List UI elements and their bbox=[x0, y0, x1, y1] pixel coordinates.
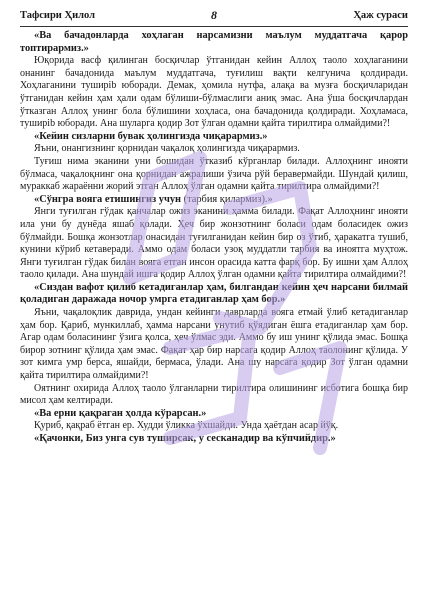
page-number: 8 bbox=[211, 8, 217, 22]
verse-paragraph: «Қачонки, Биз унга сув туширсак, у сесканадир ва кўпчийдир.» bbox=[34, 433, 336, 444]
page-body bbox=[20, 30, 408, 446]
verse-paragraph: «Сиздан вафот қилиб кетадиганлар ҳам, билгандан кейин ҳеч нарсани билмай қоладиган даражада ночор умрга етадиганлар ҳам бор.» bbox=[20, 281, 408, 306]
text-paragraph: Юқорида васф қилинган босқичлар ўтганидан кейин Аллоҳ таоло хоҳлаганини онанинг бачадонида маълум муддатгача, туғилиш вақти келгунича қолдиради. Хоҳлаганини туширib юборади. Демак, ҳомила нутфа, алақа ва музға босқичларидан ўтганидан кейин ҳам ҳали одам бўлиши-бўлмаслиги аниқ эмас. Ана ўша босқичлардан ўтказган Аллоҳ унинг бола бўлишини хоҳласа, она бачадонида қолдиради. Хоҳламаса, туширib юборади. Ана шуларга қодир Зот ўлган одамни қайта тирилтира олмайдими?! bbox=[20, 55, 408, 130]
verse-paragraph: «Ва ерни қақраган ҳолда кўрарсан.» bbox=[34, 407, 207, 419]
text-paragraph: Қуриб, қақраб ётган ер. Худди ўликка ўхшайди. Унда ҳаётдан асар йўқ. bbox=[34, 420, 339, 432]
verse-paragraph: «Ва бачадонларда хоҳлаган нарсамизни маълум муддатгача қарор топтирармиз.» bbox=[20, 30, 408, 54]
text-paragraph: Яъни, чақалоқлик даврида, ундан кейинги даврларда вояга етмай ўлиб кетадиганлар ҳам бор. Қариб, мункиллаб, ҳамма нарсани унутиб қўядиган ёшга етадиганлар ҳам бор. Агар одам боласининг ўзига қолса, ҳеч ўлмас эди. Аммо бу иш унинг қўлида эмас. Бошқа бирор зотнинг қўлида ҳам эмас. Фақат ҳар бир нарсага қодир Аллоҳ таолонинг қўлида. У зот кимга умр берса, яшайди, бермаса, ўлади. Ана шу нарсага қодир Зот ўлган одамни қайта тирилтира олмайдими?! bbox=[20, 307, 408, 382]
running-header bbox=[20, 8, 408, 27]
surah-title: Ҳаж сураси bbox=[353, 10, 408, 21]
verse-paragraph: «Кейин сизларни бувак ҳолингизда чиқарармиз.» bbox=[34, 130, 268, 142]
text-paragraph: Янги туғилган гўдак қанчалар ожиз эканини ҳамма билади. Фақат Аллоҳнинг инояти ила уни бу дунёда яшаб қолади. Ҳеч бир жонзотнинг боласи одам боласидек ожиз бўлмайди. Бошқа жонзотлар онасидан туғилганидан кейин бир оз ўтиб, ҳаракатга тушиб, кунини кўриб кетаверади. Аммо одам боласи узоқ муддатли тарбия ва иноятга муҳтож. Янги туғилган гўдак билан вояга етган инсон орасида катта фарқ бор. Бу ишни ҳам Аллоҳ таоло қилади. Ана шундай ишга қодир Аллоҳ ўлган одамни қайта тирилтира олмайдими?! bbox=[20, 206, 408, 281]
document-page bbox=[20, 8, 408, 606]
verse-paragraph: «Сўнгра вояга етишингиз учун (тарбия қилармиз).» bbox=[34, 193, 273, 205]
text-paragraph: Яъни, онангизнинг қорнидан чақалоқ ҳолингизда чиқарармиз. bbox=[34, 143, 300, 155]
book-title: Тафсири Ҳилол bbox=[20, 10, 96, 21]
text-paragraph: Туғиш нима эканини уни бошидан ўтказиб кўрганлар билади. Аллоҳнинг инояти бўлмаса, чақалоқнинг она қорнидан ажралиши ўзича рўй беравермайди. Шундай қилиш, мураккаб жараённи жорий этган Аллоҳ ўлган одамни қайта тирилтира олмайдими?! bbox=[20, 155, 408, 193]
text-paragraph: Оятнинг охирида Аллоҳ таоло ўлганларни тирилтира олишининг исботига бошқа бир мисол ҳам келтиради. bbox=[20, 382, 408, 407]
